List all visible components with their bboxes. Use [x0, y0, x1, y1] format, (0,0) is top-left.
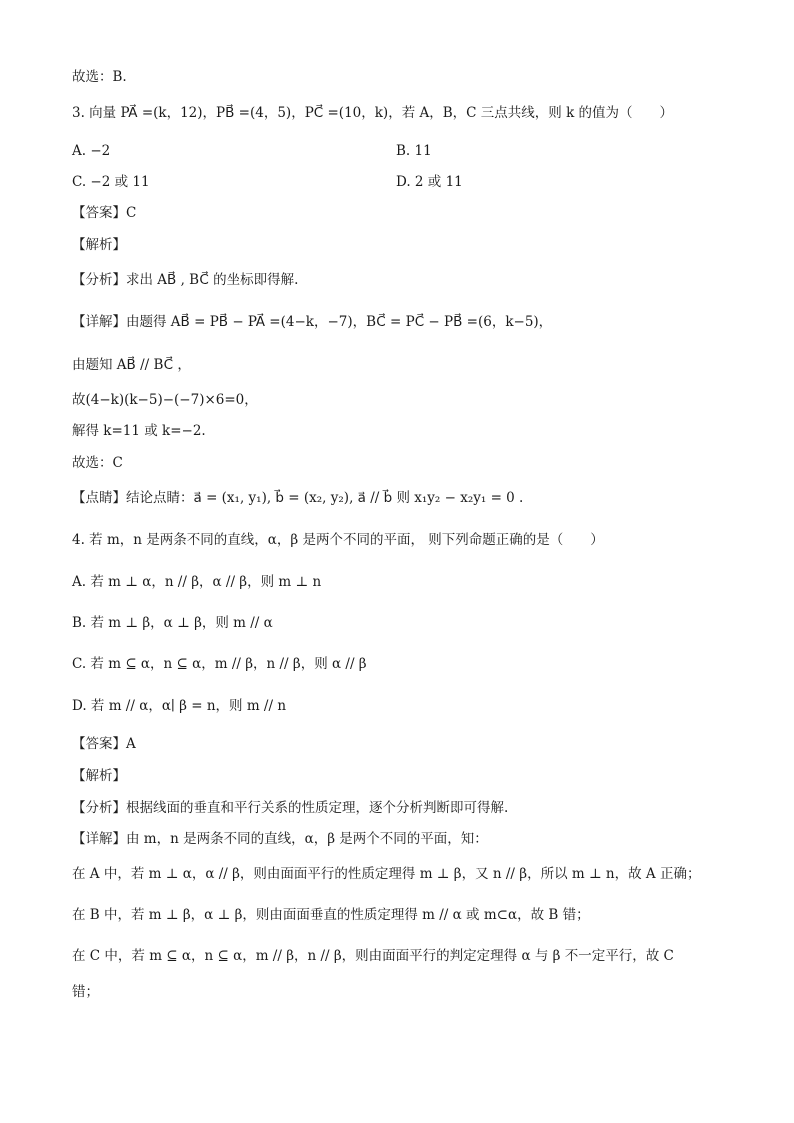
analysis-line: 【分析】根据线面的垂直和平行关系的性质定理，逐个分析判断即可得解. — [72, 800, 509, 816]
detail-line: 错； — [72, 984, 99, 1000]
detail-line: 在 B 中，若 m ⊥ β，α ⊥ β，则由面面垂直的性质定理得 m // α 或 m⊂α，故 B 错； — [72, 907, 590, 923]
question-4-option-b: B. 若 m ⊥ β，α ⊥ β，则 m // α — [72, 615, 273, 631]
detail-line: 由题知 AB⃗ // BC⃗ ， — [72, 357, 191, 373]
question-4-option-c: C. 若 m ⊆ α，n ⊆ α，m // β，n // β，则 α // β — [72, 656, 367, 672]
detail-line: 解得 k=11 或 k=−2. — [72, 423, 206, 439]
detail-line: 故(4−k)(k−5)−(−7)×6=0， — [72, 392, 258, 408]
detail-line: 在 C 中，若 m ⊆ α，n ⊆ α，m // β，n // β，则由面面平行的判定定理得 α 与 β 不一定平行，故 C — [72, 948, 674, 964]
remark-line: 【点睛】结论点睛：a⃗ = (x₁, y₁), b⃗ = (x₂, y₂), a⃗ // b⃗ 则 x₁y₂ − x₂y₁ = 0 . — [72, 490, 524, 506]
analysis-heading: 【解析】 — [72, 237, 126, 253]
question-3-stem: 3. 向量 PA⃗ =(k，12)，PB⃗ =(4，5)，PC⃗ =(10，k)，若 A，B，C 三点共线，则 k 的值为（ ） — [72, 105, 674, 121]
detail-line: 【详解】由 m，n 是两条不同的直线，α，β 是两个不同的平面，知： — [72, 831, 488, 847]
question-3-option-c: C. −2 或 11 — [72, 174, 150, 190]
choice-line: 故选：C — [72, 455, 123, 471]
analysis-line: 【分析】求出 AB⃗ , BC⃗ 的坐标即得解. — [72, 272, 299, 288]
question-4-option-d: D. 若 m // α，α∣ β = n，则 m // n — [72, 698, 287, 714]
question-4-option-a: A. 若 m ⊥ α，n // β，α // β，则 m ⊥ n — [72, 574, 322, 590]
text-line: 故选：B. — [72, 69, 127, 85]
answer-line: 【答案】A — [72, 736, 136, 752]
answer-line: 【答案】C — [72, 205, 137, 221]
question-3-option-b: B. 11 — [396, 143, 432, 159]
question-3-option-d: D. 2 或 11 — [396, 174, 463, 190]
question-4-stem: 4. 若 m，n 是两条不同的直线，α，β 是两个不同的平面， 则下列命题正确的是（ ） — [72, 532, 604, 548]
detail-line: 在 A 中，若 m ⊥ α，α // β，则由面面平行的性质定理得 m ⊥ β，又 n // β，所以 m ⊥ n，故 A 正确； — [72, 866, 701, 882]
question-3-option-a: A. −2 — [72, 143, 111, 159]
analysis-heading: 【解析】 — [72, 768, 126, 784]
detail-line: 【详解】由题得 AB⃗ = PB⃗ − PA⃗ =(4−k，−7)，BC⃗ = PC⃗ − PB⃗ =(6，k−5)， — [72, 314, 553, 330]
